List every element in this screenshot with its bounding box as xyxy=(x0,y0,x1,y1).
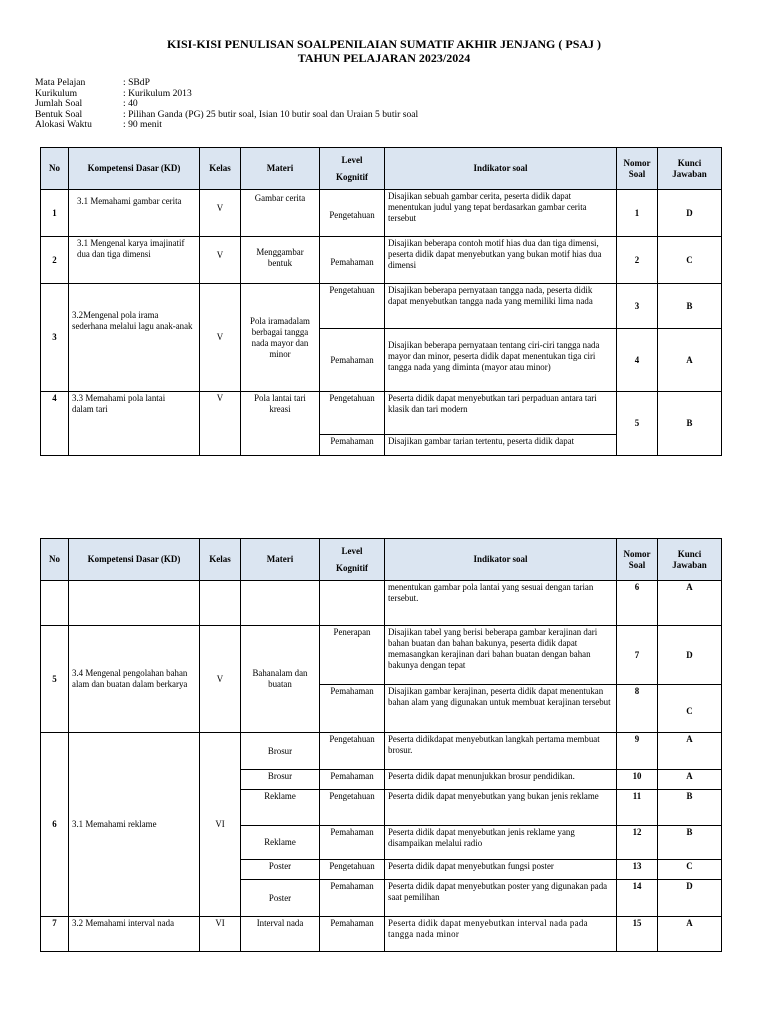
cell-indikator: Disajikan tabel yang berisi beberapa gambar kerajinan dari bahan buatan dan bahan bakunya, peserta didik dapat memasangkan kerajinan dari bahan buatan dengan bahan bakunya dengan tepat xyxy=(385,626,617,685)
cell-kunci: D xyxy=(658,190,722,237)
cell-kd: 3.1 Mengenal karya imajinatif dua dan tiga dimensi xyxy=(69,237,200,284)
cell-indikator: Disajikan beberapa contoh motif hias dua dan tiga dimensi, peserta didik dapat menyebutkan yang bukan motif hias dua dimensi xyxy=(385,237,617,284)
cell-kunci: C xyxy=(658,685,722,733)
cell-level: Pengetahuan xyxy=(320,392,385,435)
cell-level: Penerapan xyxy=(320,626,385,685)
cell-level: Pemahaman xyxy=(320,435,385,456)
cell-no: 1 xyxy=(41,190,69,237)
header-level-line1: Level xyxy=(341,154,363,165)
cell-no: 6 xyxy=(41,733,69,917)
cell-kd: 3.2Mengenal pola irama sederhana melalui lagu anak-anak xyxy=(69,284,200,392)
cell-materi: Brosur xyxy=(241,733,320,770)
table-row xyxy=(41,581,722,626)
cell-level: Pemahaman xyxy=(320,917,385,952)
cell-materi: Pola lantai tari kreasi xyxy=(241,392,320,456)
cell-kunci: C xyxy=(658,860,722,880)
header-level xyxy=(320,539,385,581)
header-kelas: Kelas xyxy=(200,148,241,190)
cell-no: 5 xyxy=(41,626,69,733)
cell-kunci: A xyxy=(658,770,722,790)
cell-kunci: D xyxy=(658,626,722,685)
header-nomor-line2: Soal xyxy=(628,559,646,570)
kisi-table-2 xyxy=(40,538,722,952)
cell-kelas: VI xyxy=(200,917,241,952)
cell-level: Pemahaman xyxy=(320,685,385,733)
meta-row xyxy=(35,89,418,100)
header-kd: Kompetensi Dasar (KD) xyxy=(69,539,200,581)
header-kunci-line2: Jawaban xyxy=(672,168,707,179)
cell-indikator: Disajikan beberapa pernyataan tangga nada, peserta didik dapat menyebutkan tangga nada yang memiliki lima nada xyxy=(385,284,617,329)
cell-materi: Poster xyxy=(241,880,320,917)
cell-nomor: 1 xyxy=(617,190,658,237)
meta-value: : 40 xyxy=(123,98,138,110)
cell-nomor: 14 xyxy=(617,880,658,917)
cell-materi: Bahanalam dan buatan xyxy=(241,626,320,733)
cell-nomor: 2 xyxy=(617,237,658,284)
cell-kelas: V xyxy=(200,190,241,237)
cell-kunci: B xyxy=(658,790,722,826)
cell-kelas xyxy=(200,581,241,626)
cell-kunci: A xyxy=(658,733,722,770)
cell-indikator: menentukan gambar pola lantai yang sesuai dengan tarian tersebut. xyxy=(385,581,617,626)
cell-kelas: V xyxy=(200,284,241,392)
cell-materi xyxy=(241,581,320,626)
cell-no: 2 xyxy=(41,237,69,284)
header-kunci xyxy=(658,539,722,581)
meta-value: : Pilihan Ganda (PG) 25 butir soal, Isian 10 butir soal dan Uraian 5 butir soal xyxy=(123,108,419,120)
header-nomor-line1: Nomor xyxy=(623,157,651,168)
cell-level: Pemahaman xyxy=(320,770,385,790)
meta-row xyxy=(35,110,418,121)
table-header-row xyxy=(41,539,722,581)
kisi-table-1 xyxy=(40,147,722,456)
header-kunci-line2: Jawaban xyxy=(672,559,707,570)
cell-nomor: 4 xyxy=(617,329,658,392)
cell-kelas: V xyxy=(200,237,241,284)
cell-no: 4 xyxy=(41,392,69,456)
header-nomor xyxy=(617,539,658,581)
header-kelas: Kelas xyxy=(200,539,241,581)
table-row xyxy=(41,917,722,952)
cell-kunci: B xyxy=(658,284,722,329)
cell-nomor: 8 xyxy=(617,685,658,733)
header-nomor-line2: Soal xyxy=(628,168,646,179)
table-row xyxy=(41,190,722,237)
meta-value: : Kurikulum 2013 xyxy=(123,87,192,99)
cell-kunci: A xyxy=(658,917,722,952)
meta-label: Kurikulum xyxy=(35,87,78,99)
cell-kelas: VI xyxy=(200,733,241,917)
meta-value: : SBdP xyxy=(123,77,150,88)
cell-materi: Gambar cerita xyxy=(241,190,320,237)
cell-kd: 3.3 Memahami pola lantai dalam tari xyxy=(69,392,200,456)
cell-nomor: 9 xyxy=(617,733,658,770)
meta-value: : 90 menit xyxy=(123,119,162,131)
cell-materi: Poster xyxy=(241,860,320,880)
cell-indikator: Disajikan sebuah gambar cerita, peserta didik dapat menentukan judul yang tepat berdasarkan gambar cerita tersebut xyxy=(385,190,617,237)
table-row xyxy=(41,284,722,329)
cell-indikator: Peserta didik dapat menyebutkan poster yang digunakan pada saat pemilihan xyxy=(385,880,617,917)
document-subtitle: TAHUN PELAJARAN 2023/2024 xyxy=(297,51,471,65)
cell-indikator: Peserta didik dapat menyebutkan tari perpaduan antara tari klasik dan tari modern xyxy=(385,392,617,435)
cell-indikator: Disajikan beberapa pernyataan tentang ciri-ciri tangga nada mayor dan minor, peserta didik dapat menentukan tiga ciri tangga nada yang diminta (mayor atau minor) xyxy=(385,329,617,392)
document-meta xyxy=(35,78,418,131)
meta-row xyxy=(35,78,418,89)
cell-indikator: Peserta didik dapat menyebutkan interval nada pada tangga nada minor xyxy=(385,917,617,952)
table-row xyxy=(41,392,722,435)
cell-level: Pemahaman xyxy=(320,329,385,392)
meta-label: Bentuk Soal xyxy=(35,108,83,120)
cell-kunci: B xyxy=(658,392,722,456)
cell-kd: 3.1 Memahami gambar cerita xyxy=(69,190,200,237)
header-indikator: Indikator soal xyxy=(385,148,617,190)
cell-materi: Brosur xyxy=(241,770,320,790)
cell-kunci: A xyxy=(658,581,722,626)
cell-kd: 3.1 Memahami reklame xyxy=(69,733,200,917)
table-header-row xyxy=(41,148,722,190)
header-nomor xyxy=(617,148,658,190)
cell-level xyxy=(320,581,385,626)
cell-nomor: 13 xyxy=(617,860,658,880)
table-row xyxy=(41,733,722,770)
cell-indikator: Disajikan gambar kerajinan, peserta didik dapat menentukan bahan alam yang digunakan untuk membuat kerajinan tersebut xyxy=(385,685,617,733)
cell-nomor: 11 xyxy=(617,790,658,826)
header-level-line2: Kognitif xyxy=(335,562,368,573)
meta-label: Mata Pelajan xyxy=(35,77,86,88)
cell-materi: Interval nada xyxy=(241,917,320,952)
cell-materi: Pola iramadalam berbagai tangga nada mayor dan minor xyxy=(241,284,320,392)
table-row xyxy=(41,626,722,685)
cell-materi: Reklame xyxy=(241,790,320,826)
cell-indikator: Peserta didik dapat menyebutkan fungsi poster xyxy=(385,860,617,880)
cell-kunci: D xyxy=(658,880,722,917)
cell-indikator: Peserta didikdapat menyebutkan langkah pertama membuat brosur. xyxy=(385,733,617,770)
cell-level: Pengetahuan xyxy=(320,284,385,329)
cell-nomor: 7 xyxy=(617,626,658,685)
cell-indikator: Peserta didik dapat menyebutkan jenis reklame yang disampaikan melalui radio xyxy=(385,826,617,860)
header-indikator: Indikator soal xyxy=(385,539,617,581)
cell-kelas: V xyxy=(200,392,241,456)
header-level xyxy=(320,148,385,190)
cell-level: Pengetahuan xyxy=(320,733,385,770)
header-kunci-line1: Kunci xyxy=(677,157,702,168)
cell-level: Pemahaman xyxy=(320,237,385,284)
meta-label: Alokasi Waktu xyxy=(35,119,92,131)
cell-kd: 3.2 Memahami interval nada xyxy=(69,917,200,952)
header-level-line1: Level xyxy=(341,545,363,556)
cell-kunci: B xyxy=(658,826,722,860)
cell-indikator: Peserta didik dapat menunjukkan brosur pendidikan. xyxy=(385,770,617,790)
header-kd: Kompetensi Dasar (KD) xyxy=(69,148,200,190)
document-title: KISI-KISI PENULISAN SOALPENILAIAN SUMATIF AKHIR JENJANG ( PSAJ ) xyxy=(166,37,602,51)
cell-no: 7 xyxy=(41,917,69,952)
cell-nomor: 6 xyxy=(617,581,658,626)
cell-nomor: 15 xyxy=(617,917,658,952)
cell-level: Pengetahuan xyxy=(320,190,385,237)
header-no: No xyxy=(41,148,69,190)
cell-kelas: V xyxy=(200,626,241,733)
meta-label: Jumlah Soal xyxy=(35,98,83,110)
cell-nomor: 10 xyxy=(617,770,658,790)
cell-level: Pengetahuan xyxy=(320,790,385,826)
cell-indikator: Peserta didik dapat menyebutkan yang bukan jenis reklame xyxy=(385,790,617,826)
cell-level: Pengetahuan xyxy=(320,860,385,880)
table-row xyxy=(41,237,722,284)
cell-kunci: A xyxy=(658,329,722,392)
meta-row xyxy=(35,120,418,131)
cell-kd xyxy=(69,581,200,626)
cell-no: 3 xyxy=(41,284,69,392)
cell-no xyxy=(41,581,69,626)
header-materi: Materi xyxy=(241,148,320,190)
cell-level: Pemahaman xyxy=(320,826,385,860)
cell-kunci: C xyxy=(658,237,722,284)
header-kunci-line1: Kunci xyxy=(677,548,702,559)
cell-nomor: 12 xyxy=(617,826,658,860)
cell-level: Pemahaman xyxy=(320,880,385,917)
cell-indikator: Disajikan gambar tarian tertentu, peserta didik dapat xyxy=(385,435,617,456)
cell-nomor: 3 xyxy=(617,284,658,329)
cell-materi: Reklame xyxy=(241,826,320,860)
header-no: No xyxy=(41,539,69,581)
cell-materi: Menggambar bentuk xyxy=(241,237,320,284)
header-level-line2: Kognitif xyxy=(335,171,368,182)
header-kunci xyxy=(658,148,722,190)
cell-nomor: 5 xyxy=(617,392,658,456)
header-materi: Materi xyxy=(241,539,320,581)
cell-kd: 3.4 Mengenal pengolahan bahan alam dan buatan dalam berkarya xyxy=(69,626,200,733)
header-nomor-line1: Nomor xyxy=(623,548,651,559)
